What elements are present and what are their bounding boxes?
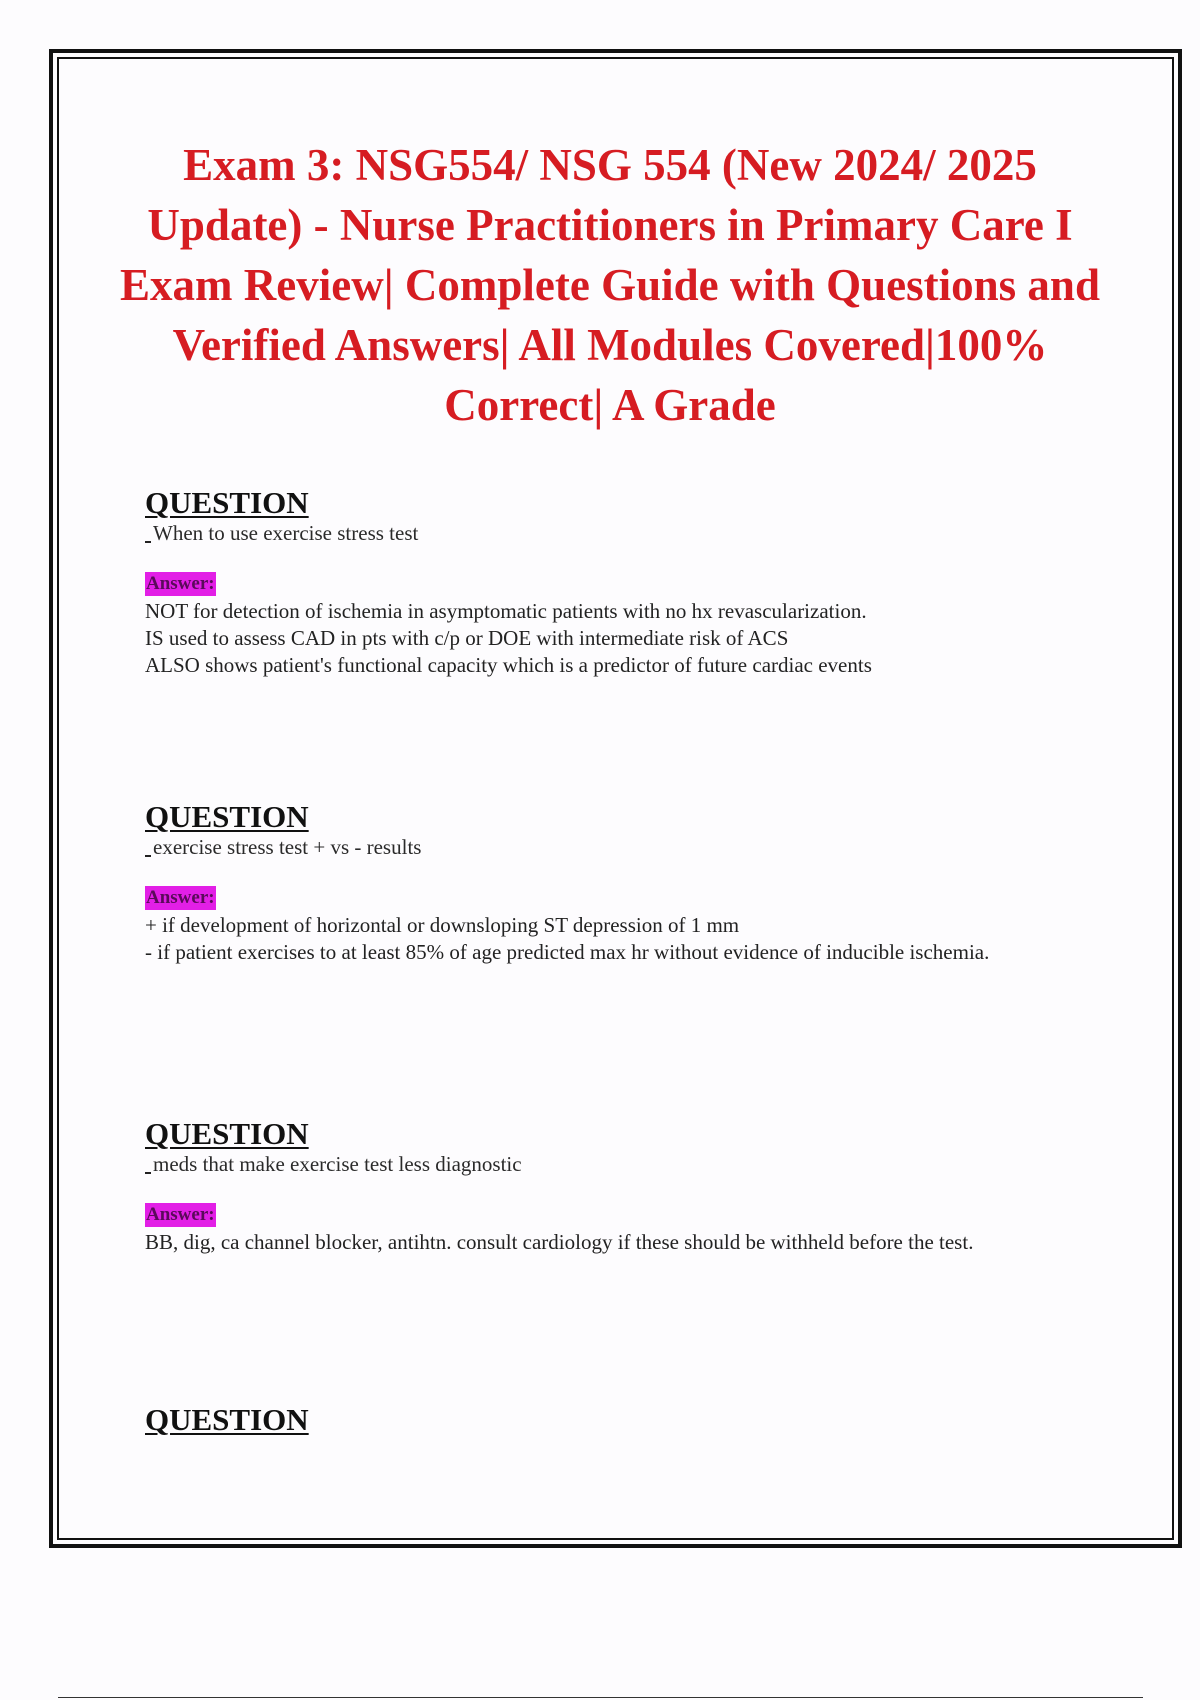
document-title: Exam 3: NSG554/ NSG 554 (New 2024/ 2025 Update) - Nurse Practitioners in Primary Care I Exam Review| Complete Guide with Questions and Verified Answers| All Modules Covered|100% Correct| A Grade <box>120 140 1100 430</box>
question-text-value: exercise stress test + vs - results <box>153 835 422 859</box>
question-text <box>145 834 1085 860</box>
answer-label: Answer: <box>146 1204 215 1225</box>
footer-rule <box>58 1697 1143 1698</box>
qa-block-1 <box>145 486 1085 679</box>
question-heading: QUESTION <box>145 485 309 520</box>
question-text-value: When to use exercise stress test <box>153 521 419 545</box>
answer-text: NOT for detection of ischemia in asymptomatic patients with no hx revascularization. IS used to assess CAD in pts with c/p or DOE with intermediate risk of ACS ALSO shows patient's functional capacity which is a predictor of future cardiac events <box>145 599 872 677</box>
answer-text: BB, dig, ca channel blocker, antihtn. consult cardiology if these should be withheld before the test. <box>145 1230 974 1254</box>
answer-text: + if development of horizontal or downsloping ST depression of 1 mm - if patient exercises to at least 85% of age predicted max hr without evidence of inducible ischemia. <box>145 913 990 964</box>
question-heading: QUESTION <box>145 799 309 834</box>
question-heading: QUESTION <box>145 1116 309 1151</box>
question-heading: QUESTION <box>145 1402 309 1437</box>
answer-label: Answer: <box>146 573 215 594</box>
question-text <box>145 520 1085 546</box>
question-marker <box>145 541 151 543</box>
qa-block-2 <box>145 800 1085 966</box>
question-text <box>145 1151 1085 1177</box>
qa-block-4 <box>145 1403 1085 1437</box>
question-text-value: meds that make exercise test less diagnostic <box>153 1152 522 1176</box>
qa-block-3 <box>145 1117 1085 1256</box>
question-marker <box>145 855 151 857</box>
answer-label: Answer: <box>146 887 215 908</box>
question-marker <box>145 1172 151 1174</box>
